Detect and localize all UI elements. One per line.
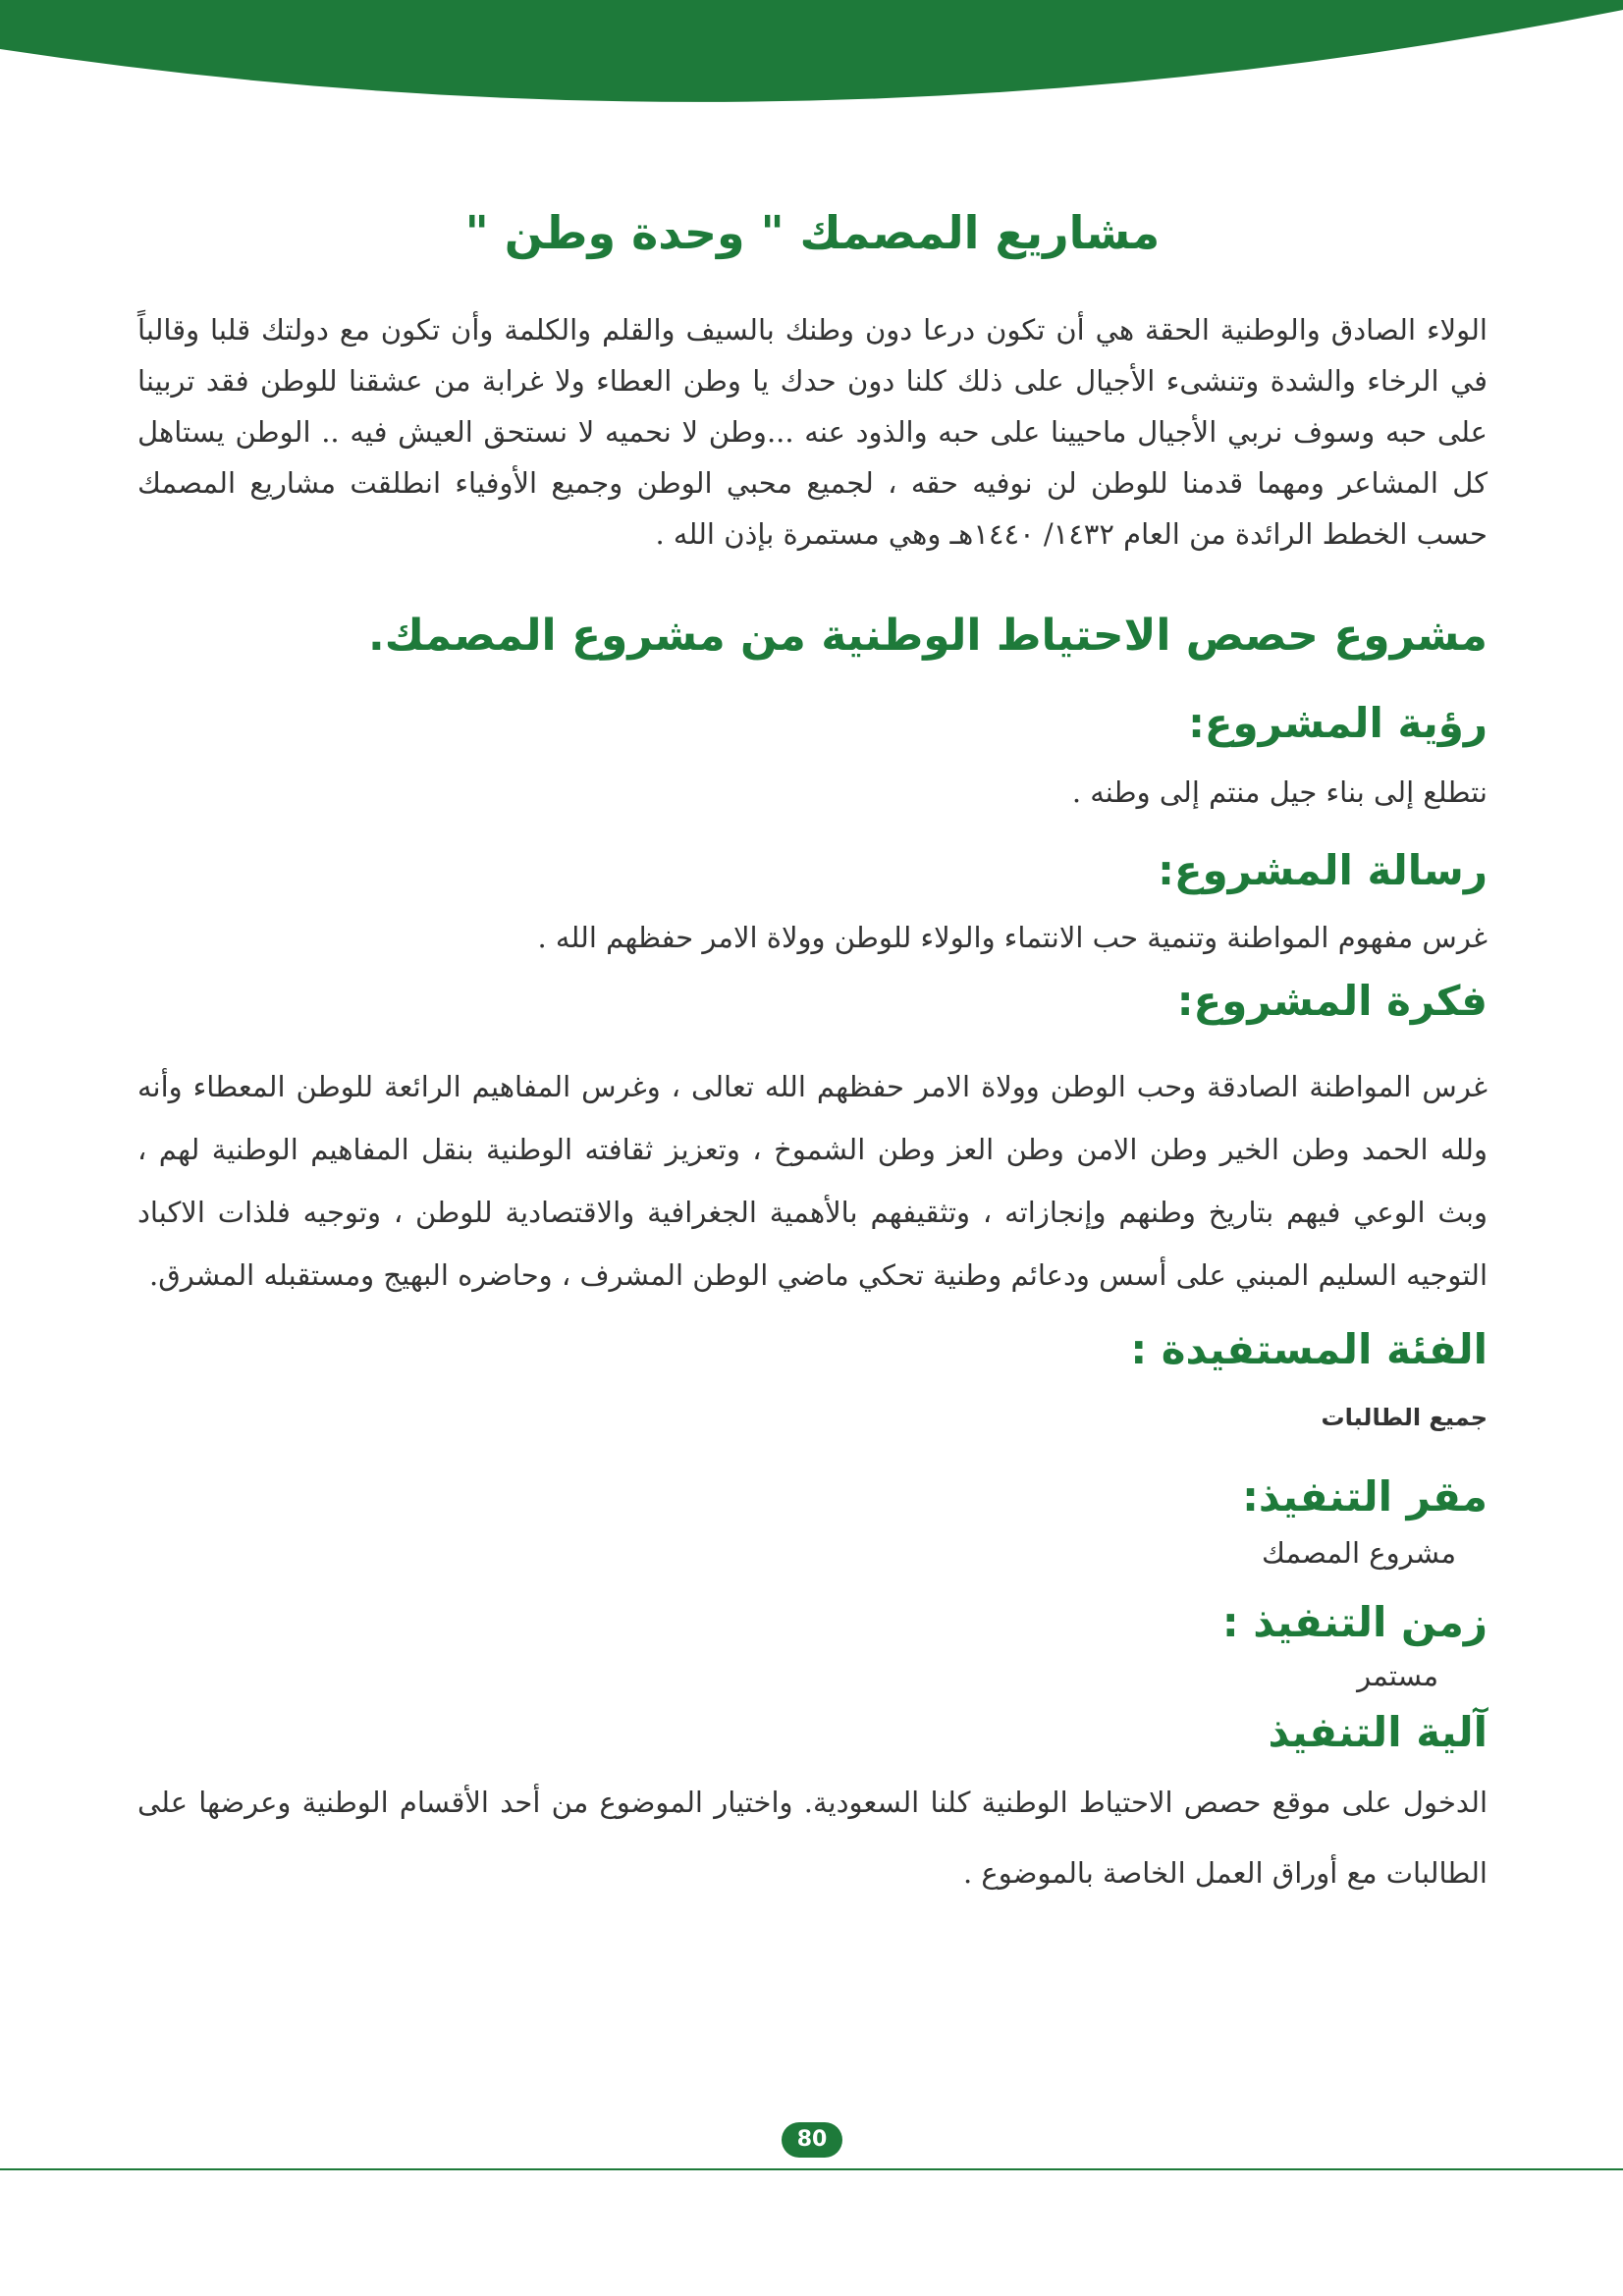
intro-paragraph: الولاء الصادق والوطنية الحقة هي أن تكون درعا دون وطنك بالسيف والقلم والكلمة وأن تكون مع دولتك قلبا وقالباً في الرخاء والشدة وتنشىء الأجيال على ذلك كلنا دون حدك يا وطن العطاء ولا غرابة من عشقنا للوطن فقد تربينا على حبه وسوف نربي الأجيال ماحيينا على حبه والذود عنه ...وطن لا نحميه لا نستحق العيش فيه .. الوطن يستاهل كل المشاعر ومهما قدمنا للوطن لن نوفيه حقه ، لجميع محبي الوطن وجميع الأوفياء انطلقت مشاريع المصمك حسب الخطط الرائدة من العام ١٤٣٢/ ١٤٤٠هـ وهي مستمرة بإذن الله . <box>137 313 1488 551</box>
mission-heading: رسالة المشروع: <box>1158 846 1488 894</box>
project-heading: مشروع حصص الاحتياط الوطنية من مشروع المصمك. <box>367 611 1488 661</box>
location-heading: مقر التنفيذ: <box>1242 1472 1488 1521</box>
target-heading: الفئة المستفيدة : <box>1130 1325 1488 1373</box>
top-green-banner <box>0 0 1623 108</box>
footer-divider <box>0 2168 1623 2170</box>
mechanism-heading: آلية التنفيذ <box>1268 1708 1488 1756</box>
target-text: جميع الطالبات <box>1321 1404 1488 1431</box>
mechanism-paragraph: الدخول على موقع حصص الاحتياط الوطنية كلنا السعودية. واختيار الموضوع من أحد الأقسام الوطنية وعرضها على الطالبات مع أوراق العمل الخاصة بالموضوع . <box>137 1786 1488 1890</box>
idea-paragraph: غرس المواطنة الصادقة وحب الوطن وولاة الامر حفظهم الله تعالى ، وغرس المفاهيم الرائعة للوطن المعطاء وأنه ولله الحمد وطن الخير وطن الامن وطن العز وطن الشموخ ، وتعزيز ثقافته الوطنية بنقل المفاهيم الوطنية لهم ، وبث الوعي فيهم بتاريخ وطنهم وإنجازاته ، وتثقيفهم بالأهمية الجغرافية والاقتصادية للوطن ، وتوجيه فلذات الاكباد التوجيه السليم المبني على أسس ودعائم وطنية تحكي ماضي الوطن المشرف ، وحاضره البهيج ومستقبله المشرق. <box>137 1070 1488 1292</box>
vision-text: نتطلع إلى بناء جيل منتم إلى وطنه . <box>1071 775 1488 809</box>
page-number-badge: 80 <box>782 2122 842 2158</box>
location-text: مشروع المصمك <box>1262 1536 1456 1570</box>
time-text: مستمر <box>1357 1659 1438 1692</box>
time-heading: زمن التنفيذ : <box>1221 1598 1488 1646</box>
mission-text: غرس مفهوم المواطنة وتنمية حب الانتماء والولاء للوطن وولاة الامر حفظهم الله . <box>537 921 1488 954</box>
idea-heading: فكرة المشروع: <box>1176 977 1488 1025</box>
page-title: مشاريع المصمك " وحدة وطن " <box>464 206 1161 259</box>
vision-heading: رؤية المشروع: <box>1188 699 1488 747</box>
